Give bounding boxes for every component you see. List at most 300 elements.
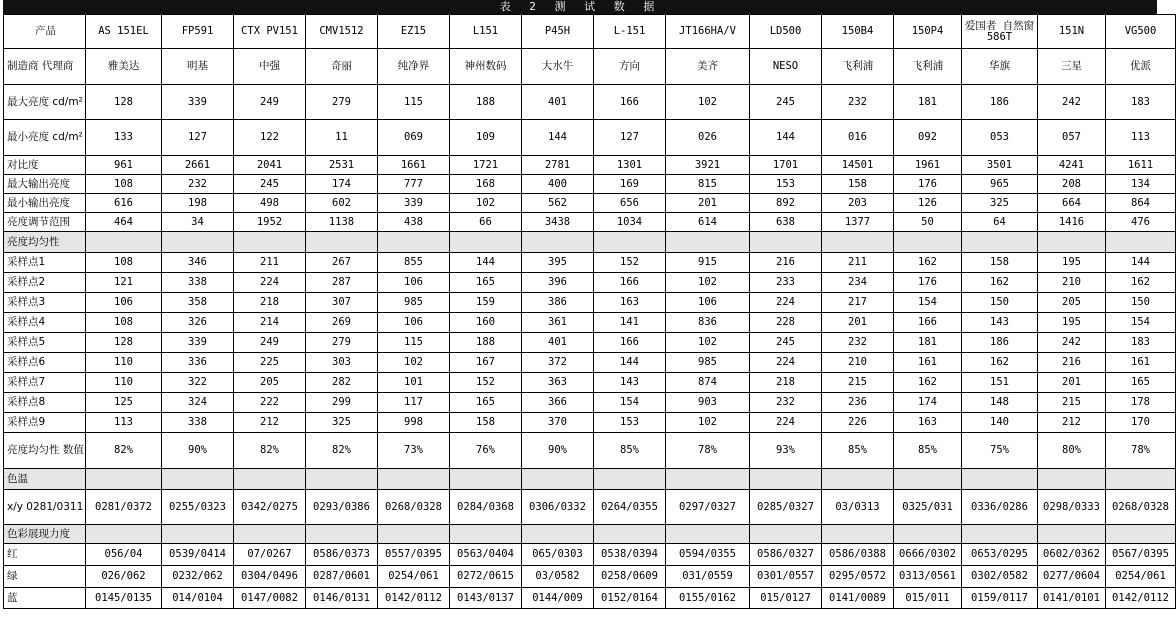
product-header: 爱国者 自然窗586T [962, 15, 1038, 49]
table-cell: 82% [306, 433, 378, 469]
table-cell: 476 [1106, 213, 1176, 232]
row-label: 绿 [4, 566, 86, 588]
table-cell: 0145/0135 [86, 588, 162, 609]
table-row [4, 120, 1176, 156]
table-cell: 3921 [666, 156, 750, 175]
table-cell: 128 [86, 85, 162, 120]
table-cell: 186 [962, 333, 1038, 353]
table-cell [666, 232, 750, 253]
table-cell: 73% [378, 433, 450, 469]
table-cell: 215 [822, 373, 894, 393]
table-cell: 165 [1106, 373, 1176, 393]
table-cell: 069 [378, 120, 450, 156]
table-cell: 016 [822, 120, 894, 156]
table-cell: 614 [666, 213, 750, 232]
table-cell: 165 [450, 273, 522, 293]
table-cell [1038, 232, 1106, 253]
section-row [4, 469, 1176, 490]
table-cell: 232 [750, 393, 822, 413]
table-cell: 106 [86, 293, 162, 313]
product-header: L151 [450, 15, 522, 49]
table-cell: 0152/0164 [594, 588, 666, 609]
header-row [4, 15, 1176, 49]
table-cell: 122 [234, 120, 306, 156]
table-cell: 160 [450, 313, 522, 333]
table-cell: 148 [962, 393, 1038, 413]
table-cell: 638 [750, 213, 822, 232]
table-cell: 322 [162, 373, 234, 393]
table-cell: 162 [962, 273, 1038, 293]
table-cell: 125 [86, 393, 162, 413]
table-cell: 0147/0082 [234, 588, 306, 609]
table-cell: 205 [234, 373, 306, 393]
table-row [4, 213, 1176, 232]
table-cell: 218 [234, 293, 306, 313]
table-cell: 0159/0117 [962, 588, 1038, 609]
table-cell: 150 [962, 293, 1038, 313]
table-cell [522, 525, 594, 544]
table-cell: 奇丽 [306, 49, 378, 85]
table-cell: 232 [162, 175, 234, 194]
table-cell: 245 [750, 85, 822, 120]
table-cell: 464 [86, 213, 162, 232]
table-cell: 0155/0162 [666, 588, 750, 609]
table-cell: 201 [666, 194, 750, 213]
table-cell: 1377 [822, 213, 894, 232]
table-row [4, 588, 1176, 609]
table-cell: 106 [378, 313, 450, 333]
table-cell: 1301 [594, 156, 666, 175]
table-row [4, 393, 1176, 413]
table-row [4, 156, 1176, 175]
table-cell: 224 [234, 273, 306, 293]
table-cell: 161 [894, 353, 962, 373]
table-cell: 168 [450, 175, 522, 194]
table-cell [378, 232, 450, 253]
row-label: 亮度均匀性 数值 [4, 433, 86, 469]
product-header: 151N [1038, 15, 1106, 49]
table-cell: 165 [450, 393, 522, 413]
row-label: 采样点5 [4, 333, 86, 353]
table-cell: 109 [450, 120, 522, 156]
table-row [4, 194, 1176, 213]
table-cell: 163 [894, 413, 962, 433]
table-cell: 中强 [234, 49, 306, 85]
table-cell: 128 [86, 333, 162, 353]
table-cell: 14501 [822, 156, 894, 175]
table-cell [894, 469, 962, 490]
table-cell: 108 [86, 253, 162, 273]
table-cell: 127 [594, 120, 666, 156]
table-cell: 915 [666, 253, 750, 273]
table-cell: 166 [594, 273, 666, 293]
table-cell: 1138 [306, 213, 378, 232]
table-cell: 1611 [1106, 156, 1176, 175]
table-cell: 158 [822, 175, 894, 194]
table-cell: 113 [1106, 120, 1176, 156]
table-cell: 1952 [234, 213, 306, 232]
table-cell: 188 [450, 333, 522, 353]
table-cell: 159 [450, 293, 522, 313]
table-cell: 1034 [594, 213, 666, 232]
table-title: 表 2 测 试 数 据 [3, 0, 1157, 14]
table-cell: 0287/0601 [306, 566, 378, 588]
table-cell: 102 [378, 353, 450, 373]
table-cell: 144 [1106, 253, 1176, 273]
table-cell: 218 [750, 373, 822, 393]
header-label: 产品 [4, 15, 86, 49]
table-cell: 224 [750, 293, 822, 313]
table-cell: 170 [1106, 413, 1176, 433]
table-cell: 053 [962, 120, 1038, 156]
table-cell: 892 [750, 194, 822, 213]
table-cell: 美齐 [666, 49, 750, 85]
table-cell: 226 [822, 413, 894, 433]
table-row [4, 333, 1176, 353]
table-cell: 144 [750, 120, 822, 156]
table-cell: 386 [522, 293, 594, 313]
table-cell: 400 [522, 175, 594, 194]
table-cell: 133 [86, 120, 162, 156]
table-cell: 101 [378, 373, 450, 393]
table-cell: 0146/0131 [306, 588, 378, 609]
table-cell: 162 [894, 373, 962, 393]
table-cell: 236 [822, 393, 894, 413]
table-cell: 82% [86, 433, 162, 469]
table-cell: 183 [1106, 333, 1176, 353]
table-cell: 181 [894, 333, 962, 353]
table-cell: 664 [1038, 194, 1106, 213]
table-cell: 181 [894, 85, 962, 120]
table-cell: 864 [1106, 194, 1176, 213]
table-cell: 338 [162, 413, 234, 433]
table-cell [378, 525, 450, 544]
table-cell: 0258/0609 [594, 566, 666, 588]
product-header: 150P4 [894, 15, 962, 49]
table-cell: 雅美达 [86, 49, 162, 85]
product-header: AS 151EL [86, 15, 162, 49]
table-cell: 186 [962, 85, 1038, 120]
row-label: 红 [4, 544, 86, 566]
table-cell [894, 525, 962, 544]
table-cell: 372 [522, 353, 594, 373]
table-cell [162, 232, 234, 253]
table-cell: 212 [234, 413, 306, 433]
table-cell: 498 [234, 194, 306, 213]
table-cell: 242 [1038, 85, 1106, 120]
table-cell: 151 [962, 373, 1038, 393]
table-cell: 121 [86, 273, 162, 293]
table-cell [450, 232, 522, 253]
table-cell: 026/062 [86, 566, 162, 588]
table-cell: 102 [666, 413, 750, 433]
table-cell: 836 [666, 313, 750, 333]
table-cell: 282 [306, 373, 378, 393]
table-cell: 82% [234, 433, 306, 469]
table-cell: 195 [1038, 313, 1106, 333]
table-cell: 903 [666, 393, 750, 413]
table-cell [594, 469, 666, 490]
table-cell: 998 [378, 413, 450, 433]
table-cell: 015/0127 [750, 588, 822, 609]
table-row [4, 490, 1176, 525]
table-cell: 141 [594, 313, 666, 333]
table-cell: 3501 [962, 156, 1038, 175]
table-row [4, 175, 1176, 194]
table-cell: 0557/0395 [378, 544, 450, 566]
table-cell: 纯净界 [378, 49, 450, 85]
table-cell: 198 [162, 194, 234, 213]
table-cell: 176 [894, 175, 962, 194]
table-cell: 234 [822, 273, 894, 293]
table-cell: 210 [1038, 273, 1106, 293]
table-cell [306, 525, 378, 544]
section-row [4, 232, 1176, 253]
table-cell: 211 [822, 253, 894, 273]
table-cell: 0567/0395 [1106, 544, 1176, 566]
table-cell: 1701 [750, 156, 822, 175]
table-cell: 150 [1106, 293, 1176, 313]
table-cell: 78% [1106, 433, 1176, 469]
table-cell: 方向 [594, 49, 666, 85]
table-cell: 267 [306, 253, 378, 273]
table-cell: 102 [666, 333, 750, 353]
table-cell [962, 232, 1038, 253]
table-cell: 363 [522, 373, 594, 393]
table-cell: 153 [594, 413, 666, 433]
table-cell [1038, 525, 1106, 544]
table-cell: 0313/0561 [894, 566, 962, 588]
row-label: 采样点6 [4, 353, 86, 373]
table-cell [750, 525, 822, 544]
table-cell: 0666/0302 [894, 544, 962, 566]
table-cell: 90% [162, 433, 234, 469]
table-cell: 815 [666, 175, 750, 194]
table-cell: 0232/062 [162, 566, 234, 588]
table-cell: 183 [1106, 85, 1176, 120]
product-header: FP591 [162, 15, 234, 49]
table-cell: 965 [962, 175, 1038, 194]
table-cell: 188 [450, 85, 522, 120]
table-cell: 158 [450, 413, 522, 433]
table-row [4, 353, 1176, 373]
table-cell: 2531 [306, 156, 378, 175]
row-label: x/y 0281/0311 [4, 490, 86, 525]
table-cell [822, 469, 894, 490]
row-label: 最大输出亮度 [4, 175, 86, 194]
table-cell: 0293/0386 [306, 490, 378, 525]
table-cell: 85% [894, 433, 962, 469]
table-cell: 0268/0328 [378, 490, 450, 525]
table-row [4, 85, 1176, 120]
row-label: 采样点3 [4, 293, 86, 313]
row-label: 采样点2 [4, 273, 86, 293]
table-cell: 212 [1038, 413, 1106, 433]
table-row [4, 313, 1176, 333]
table-row [4, 413, 1176, 433]
table-cell: 108 [86, 313, 162, 333]
table-cell [594, 232, 666, 253]
table-cell: 飞利浦 [822, 49, 894, 85]
table-cell: 985 [666, 353, 750, 373]
table-row [4, 253, 1176, 273]
table-cell: 166 [594, 333, 666, 353]
table-cell: 233 [750, 273, 822, 293]
table-cell: 115 [378, 85, 450, 120]
table-cell: 0255/0323 [162, 490, 234, 525]
table-cell: 0254/061 [1106, 566, 1176, 588]
table-cell: 1416 [1038, 213, 1106, 232]
table-cell: 03/0313 [822, 490, 894, 525]
table-cell: 0301/0557 [750, 566, 822, 588]
table-cell: 216 [750, 253, 822, 273]
table-cell: 777 [378, 175, 450, 194]
table-cell: 115 [378, 333, 450, 353]
table-row [4, 373, 1176, 393]
table-cell: 2661 [162, 156, 234, 175]
table-cell: 961 [86, 156, 162, 175]
test-data-table [3, 14, 1176, 609]
table-cell: 0653/0295 [962, 544, 1038, 566]
table-cell [666, 469, 750, 490]
table-cell: 176 [894, 273, 962, 293]
table-cell: 102 [666, 273, 750, 293]
table-cell: 303 [306, 353, 378, 373]
table-cell: 93% [750, 433, 822, 469]
table-cell: 0144/009 [522, 588, 594, 609]
table-row [4, 566, 1176, 588]
table-cell: 299 [306, 393, 378, 413]
table-cell [378, 469, 450, 490]
table-cell: 126 [894, 194, 962, 213]
table-cell: 166 [894, 313, 962, 333]
table-row [4, 433, 1176, 469]
product-header: P45H [522, 15, 594, 49]
product-header: 150B4 [822, 15, 894, 49]
table-cell [666, 525, 750, 544]
table-cell: 143 [962, 313, 1038, 333]
table-cell: 80% [1038, 433, 1106, 469]
table-cell: 338 [162, 273, 234, 293]
table-cell: 11 [306, 120, 378, 156]
table-cell: 162 [894, 253, 962, 273]
table-cell: 0141/0101 [1038, 588, 1106, 609]
table-cell: 神州数码 [450, 49, 522, 85]
table-cell: 214 [234, 313, 306, 333]
row-label: 最小输出亮度 [4, 194, 86, 213]
table-cell [234, 525, 306, 544]
row-label: 最小亮度 cd/m² [4, 120, 86, 156]
table-cell: 174 [894, 393, 962, 413]
table-cell: 0336/0286 [962, 490, 1038, 525]
table-cell: 0297/0327 [666, 490, 750, 525]
table-cell [1038, 469, 1106, 490]
table-cell: 015/011 [894, 588, 962, 609]
table-cell: 113 [86, 413, 162, 433]
table-cell: 224 [750, 413, 822, 433]
table-cell: 245 [234, 175, 306, 194]
table-cell: 110 [86, 373, 162, 393]
table-cell: 325 [306, 413, 378, 433]
table-cell: 144 [594, 353, 666, 373]
table-cell: 0143/0137 [450, 588, 522, 609]
table-cell [306, 469, 378, 490]
table-cell [750, 469, 822, 490]
table-cell [894, 232, 962, 253]
table-cell: 0563/0404 [450, 544, 522, 566]
table-cell: 144 [450, 253, 522, 273]
table-cell [86, 469, 162, 490]
table-cell: 855 [378, 253, 450, 273]
table-cell [750, 232, 822, 253]
table-cell: 178 [1106, 393, 1176, 413]
table-cell: 0304/0496 [234, 566, 306, 588]
table-cell: 162 [1106, 273, 1176, 293]
table-cell: 158 [962, 253, 1038, 273]
table-cell [450, 525, 522, 544]
table-cell: 602 [306, 194, 378, 213]
row-label: 采样点8 [4, 393, 86, 413]
table-cell: 0141/0089 [822, 588, 894, 609]
table-cell: 245 [750, 333, 822, 353]
table-cell: 370 [522, 413, 594, 433]
table-cell: 0272/0615 [450, 566, 522, 588]
table-cell [962, 469, 1038, 490]
row-label: 对比度 [4, 156, 86, 175]
product-header: EZ15 [378, 15, 450, 49]
table-cell: 110 [86, 353, 162, 373]
table-cell: 154 [594, 393, 666, 413]
table-cell: 242 [1038, 333, 1106, 353]
product-header: CMV1512 [306, 15, 378, 49]
table-cell: 438 [378, 213, 450, 232]
table-cell: 162 [962, 353, 1038, 373]
table-cell: 287 [306, 273, 378, 293]
table-cell: 225 [234, 353, 306, 373]
row-label: 亮度均匀性 [4, 232, 86, 253]
table-cell: 339 [162, 85, 234, 120]
table-cell: 50 [894, 213, 962, 232]
row-label: 采样点4 [4, 313, 86, 333]
table-row [4, 273, 1176, 293]
table-cell: 166 [594, 85, 666, 120]
table-cell: 056/04 [86, 544, 162, 566]
table-cell [162, 469, 234, 490]
table-cell: 222 [234, 393, 306, 413]
table-cell: 057 [1038, 120, 1106, 156]
table-cell: 102 [666, 85, 750, 120]
table-cell: 76% [450, 433, 522, 469]
table-row [4, 544, 1176, 566]
table-cell: 0306/0332 [522, 490, 594, 525]
table-cell: 874 [666, 373, 750, 393]
table-cell [522, 469, 594, 490]
table-cell: 201 [822, 313, 894, 333]
table-cell: 0142/0112 [378, 588, 450, 609]
table-cell [86, 525, 162, 544]
table-cell: 154 [1106, 313, 1176, 333]
table-cell: 232 [822, 333, 894, 353]
table-cell: 656 [594, 194, 666, 213]
table-cell [822, 232, 894, 253]
row-label: 采样点7 [4, 373, 86, 393]
table-cell: 华旗 [962, 49, 1038, 85]
table-cell: 85% [822, 433, 894, 469]
table-cell: 0142/0112 [1106, 588, 1176, 609]
table-cell: 174 [306, 175, 378, 194]
table-cell: 明基 [162, 49, 234, 85]
table-cell: 143 [594, 373, 666, 393]
